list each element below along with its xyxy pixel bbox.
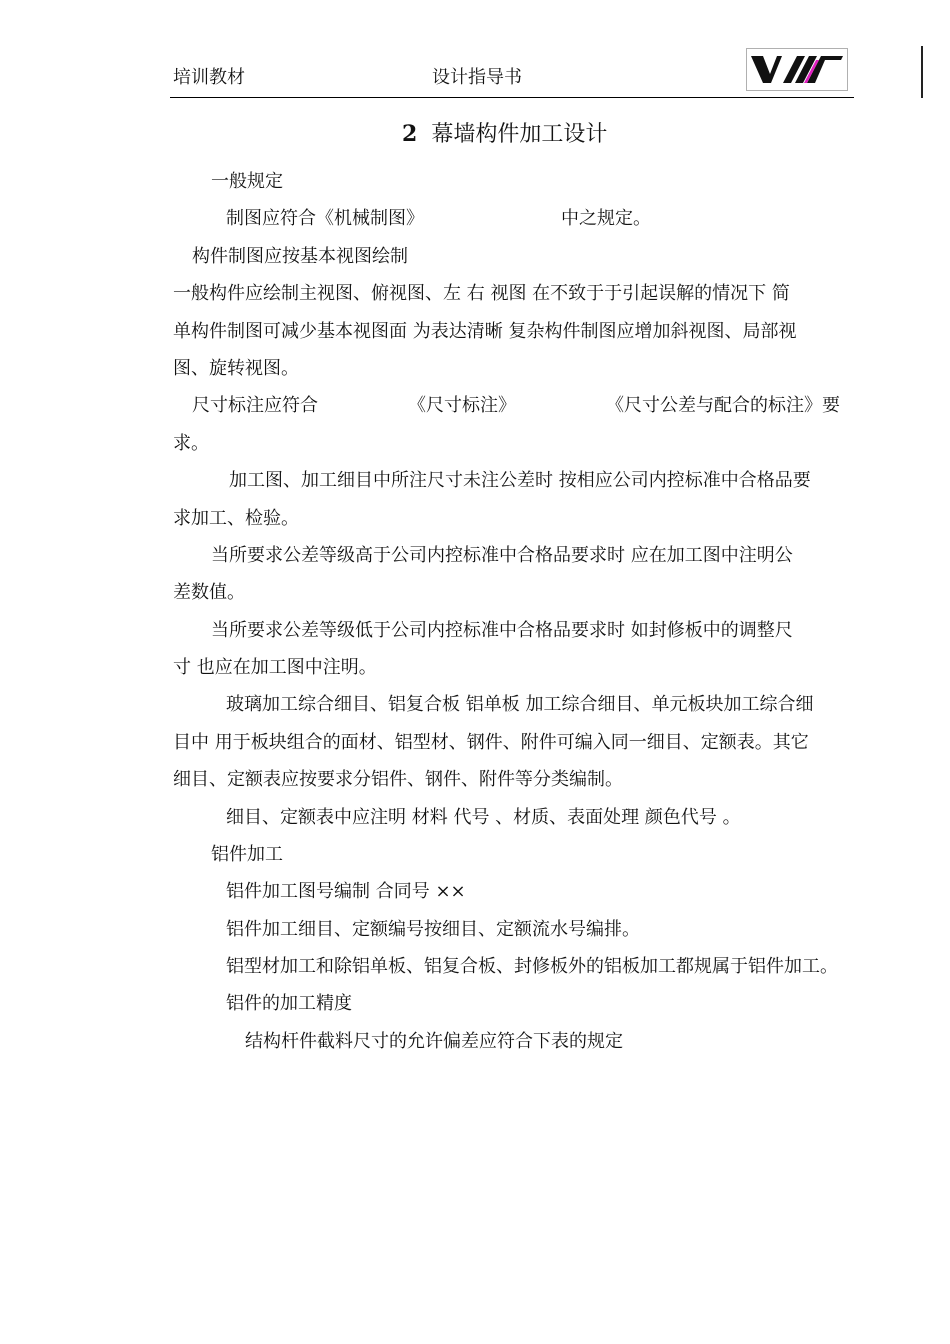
company-logo: [746, 48, 848, 91]
paragraph-line: 铝型材加工和除铝单板、铝复合板、封修板外的铝板加工都规属于铝件加工。: [226, 956, 838, 977]
paragraph-line: 图、旋转视图。: [173, 358, 299, 379]
paragraph-line: 结构杆件截料尺寸的允许偏差应符合下表的规定: [245, 1031, 623, 1052]
paragraph-line: 当所要求公差等级高于公司内控标准中合格品要求时 应在加工图中注明公: [211, 545, 793, 566]
paragraph-line: 细目、定额表中应注明 材料 代号 、材质、表面处理 颜色代号 。: [226, 807, 741, 828]
paragraph-line: 当所要求公差等级低于公司内控标准中合格品要求时 如封修板中的调整尺: [211, 620, 793, 641]
paragraph-line: 求加工、检验。: [173, 508, 299, 529]
paragraph-line: 目中 用于板块组合的面材、铝型材、钢件、附件可编入同一细目、定额表。其它: [173, 732, 809, 753]
paragraph-line: 构件制图应按基本视图绘制: [192, 246, 408, 267]
header-design-guide: 设计指导书: [432, 67, 522, 88]
paragraph-line: 玻璃加工综合细目、铝复合板 铝单板 加工综合细目、单元板块加工综合细: [226, 694, 814, 715]
page-edge-mark: [921, 46, 923, 98]
paragraph-line: 尺寸标注应符合: [192, 395, 318, 416]
paragraph-line: 求。: [173, 433, 209, 454]
paragraph-line: 差数值。: [173, 582, 245, 603]
general-provisions-heading: 一般规定: [211, 171, 283, 192]
company-logo-icon: [747, 49, 847, 90]
paragraph-line: 一般构件应绘制主视图、俯视图、左 右 视图 在不致于于引起误解的情况下 简: [173, 283, 790, 304]
paragraph-line: 寸 也应在加工图中注明。: [173, 657, 377, 678]
header-training-material: 培训教材: [173, 67, 245, 88]
header-divider: [170, 97, 854, 98]
processing-accuracy-heading: 铝件的加工精度: [226, 993, 352, 1014]
paragraph-line: 《尺寸标注》: [408, 395, 516, 416]
section-title-text: 幕墙构件加工设计: [431, 122, 608, 147]
paragraph-line: 制图应符合《机械制图》: [226, 208, 424, 229]
section-number: 2: [402, 121, 418, 147]
paragraph-line: 《尺寸公差与配合的标注》要: [606, 395, 840, 416]
paragraph-line: 铝件加工图号编制 合同号 ××: [226, 881, 466, 902]
aluminum-processing-heading: 铝件加工: [211, 844, 283, 865]
paragraph-line: 加工图、加工细目中所注尺寸未注公差时 按相应公司内控标准中合格品要: [229, 470, 811, 491]
section-title: [402, 119, 607, 150]
paragraph-line: 细目、定额表应按要求分铝件、钢件、附件等分类编制。: [173, 769, 623, 790]
paragraph-line: 中之规定。: [561, 208, 651, 229]
paragraph-line: 铝件加工细目、定额编号按细目、定额流水号编排。: [226, 919, 640, 940]
paragraph-line: 单构件制图可减少基本视图面 为表达清晰 复杂构件制图应增加斜视图、局部视: [173, 321, 797, 342]
